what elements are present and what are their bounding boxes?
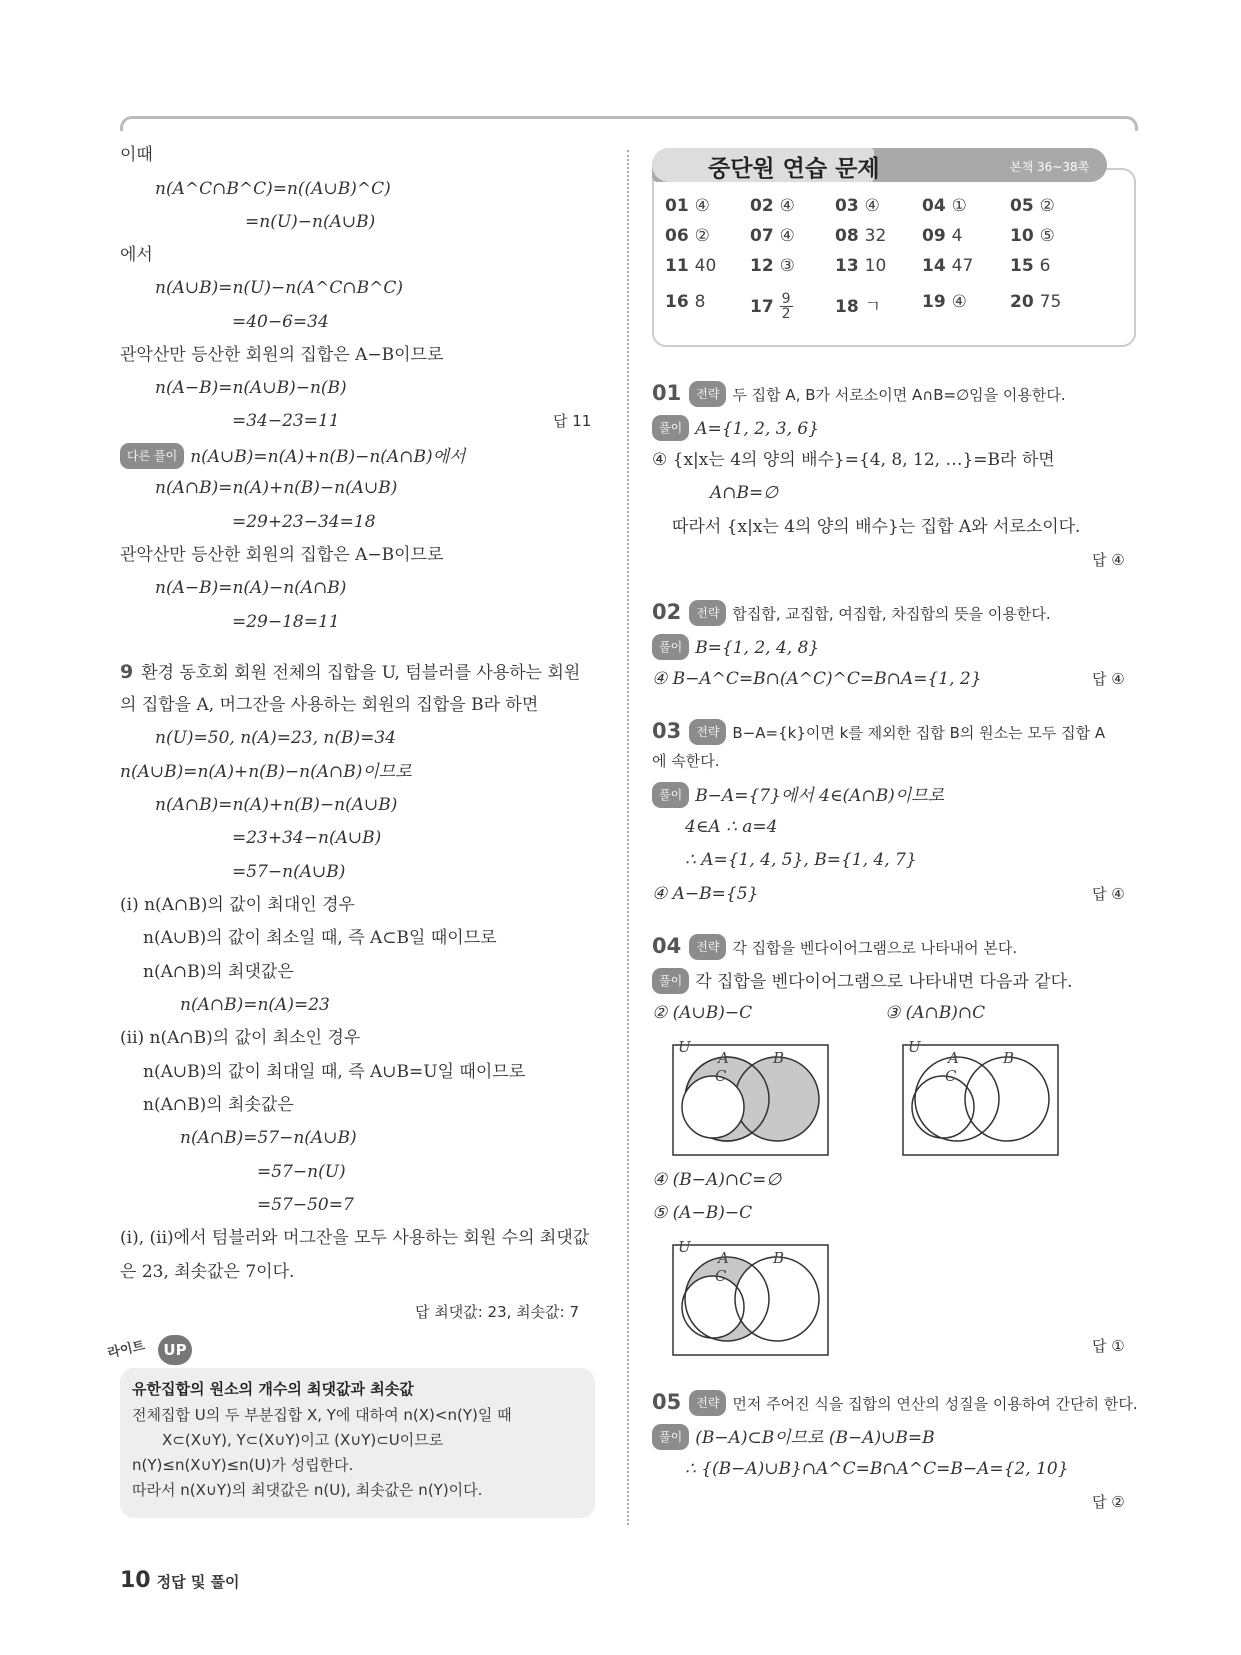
answer-value: ②	[694, 226, 710, 246]
answer-mark: 답 ④	[1092, 885, 1125, 903]
answer-grid-item	[665, 196, 710, 216]
top-border	[120, 116, 1138, 131]
answer-grid-item	[750, 292, 793, 321]
equation: =34−23=11	[232, 411, 340, 431]
answer-number: 07	[750, 226, 774, 246]
problem-01-strategy	[652, 381, 1066, 407]
answer-number: 13	[835, 256, 859, 276]
option-label: ⑤ (A−B)−C	[652, 1203, 753, 1223]
problem-05-strategy	[652, 1390, 1138, 1416]
answer-grid-item	[922, 292, 967, 312]
strategy-text: 먼저 주어진 식을 집합의 연산의 성질을 이용하여 간단히 한다.	[732, 1395, 1138, 1413]
answer-mark: 답 ①	[1092, 1337, 1125, 1355]
problem-number: 02	[652, 600, 682, 624]
option-label: ③ (A∩B)∩C	[885, 1003, 986, 1023]
strategy-text: B−A={k}이면 k를 제외한 집합 B의 원소는 모두 집합 A	[732, 724, 1106, 742]
equation: ∴ A={1, 4, 5}, B={1, 4, 7}	[685, 850, 917, 870]
equation: n(A∪B)=n(A)+n(B)−n(A∩B)에서	[190, 447, 466, 467]
equation: n(A∩B)=n(A)+n(B)−n(A∪B)	[155, 795, 398, 815]
strategy-tag: 전략	[689, 381, 726, 407]
strategy-tag: 전략	[689, 1390, 726, 1416]
answer-number: 10	[1010, 226, 1034, 246]
equation: n(A^C∩B^C)=n((A∪B)^C)	[155, 179, 391, 199]
footer-label: 정답 및 풀이	[156, 1573, 240, 1591]
section-page-ref: 본책 36~38쪽	[1010, 160, 1090, 174]
answer-grid-item	[835, 196, 880, 216]
solution-tag: 풀이	[652, 415, 689, 441]
option-label: ④ (B−A)∩C=∅	[652, 1170, 782, 1190]
problem-9-line	[120, 660, 580, 685]
problem-04-strategy	[652, 934, 1017, 960]
equation: ④ A−B={5}	[652, 884, 759, 904]
answer-grid-item	[835, 292, 881, 317]
column-divider	[627, 150, 629, 1525]
solution-line	[652, 1424, 935, 1450]
answer-grid-item	[922, 196, 967, 216]
problem-number: 01	[652, 381, 682, 405]
answer-number: 16	[665, 292, 689, 312]
case-heading: (i) n(A∩B)의 값이 최대인 경우	[120, 895, 355, 915]
answer-grid-box	[652, 168, 1136, 347]
answer-number: 12	[750, 256, 774, 276]
venn-diagram-option-2	[665, 1035, 835, 1160]
answer-number: 17	[750, 296, 774, 317]
answer-number: 06	[665, 226, 689, 246]
problem-number: 9	[120, 661, 134, 683]
venn-label-a: A	[948, 1049, 959, 1067]
answer-grid-item	[750, 226, 795, 246]
solution-line	[652, 782, 944, 808]
answer-number: 11	[665, 256, 689, 276]
equation: n(A∩B)=n(A)+n(B)−n(A∪B)	[155, 478, 398, 498]
equation: 4∈A ∴ a=4	[685, 817, 778, 837]
problem-number: 05	[652, 1390, 682, 1414]
answer-value: ④	[951, 292, 967, 312]
answer-number: 01	[665, 196, 689, 216]
answer-value: 8	[694, 292, 706, 312]
footer	[120, 1568, 240, 1593]
answer-value: 10	[864, 256, 887, 276]
equation: =29−18=11	[232, 612, 340, 632]
text-line: n(A∩B)의 최솟값은	[143, 1095, 294, 1115]
solution-tag: 풀이	[652, 634, 689, 660]
venn-label-c: C	[945, 1067, 957, 1085]
venn-diagram-option-5	[665, 1235, 835, 1360]
answer-value: 32	[864, 226, 887, 246]
answer-grid-item	[835, 256, 886, 276]
answer-value: ④	[779, 196, 795, 216]
answer-number: 15	[1010, 256, 1034, 276]
strategy-tag: 전략	[689, 934, 726, 960]
answer-grid-item	[665, 226, 710, 246]
venn-label-a: A	[718, 1049, 729, 1067]
answer-value: ③	[779, 256, 795, 276]
equation: ∴ {(B−A)∪B}∩A^C=B∩A^C=B−A={2, 10}	[685, 1459, 1069, 1479]
answer-number: 14	[922, 256, 946, 276]
answer-value: 40	[694, 256, 717, 276]
answer-fraction	[780, 292, 793, 321]
venn-label-b: B	[1003, 1049, 1015, 1067]
section-title: 중단원 연습 문제	[708, 156, 880, 182]
text-line: 의 집합을 A, 머그잔을 사용하는 회원의 집합을 B라 하면	[120, 695, 539, 715]
answer-number: 08	[835, 226, 859, 246]
equation: n(A∪B)=n(A)+n(B)−n(A∩B)이므로	[120, 762, 412, 782]
solution-tag: 풀이	[652, 968, 689, 994]
answer-number: 20	[1010, 292, 1034, 312]
solution-line	[652, 415, 819, 441]
answer-value: ④	[779, 226, 795, 246]
answer-grid-item	[1010, 292, 1061, 312]
venn-label-c: C	[715, 1067, 727, 1085]
answer-grid-item	[1010, 226, 1055, 246]
option-label: ② (A∪B)−C	[652, 1003, 753, 1023]
answer-grid-item	[665, 292, 706, 312]
text-line: 이때	[120, 145, 153, 165]
tip-title: 유한집합의 원소의 개수의 최댓값과 최솟값	[132, 1380, 414, 1398]
equation: n(A∪B)=n(U)−n(A^C∩B^C)	[155, 278, 403, 298]
answer-number: 19	[922, 292, 946, 312]
strategy-text: 각 집합을 벤다이어그램으로 나타내어 본다.	[732, 939, 1018, 957]
answer-mark: 답 ②	[1092, 1493, 1125, 1511]
strategy-tag: 전략	[689, 600, 726, 626]
equation: =29+23−34=18	[232, 512, 376, 532]
venn-label-u: U	[908, 1038, 921, 1056]
alt-solution-tag: 다른 풀이	[120, 443, 184, 469]
answer-number: 02	[750, 196, 774, 216]
venn-label-a: A	[718, 1249, 729, 1267]
answer-value: ④	[694, 196, 710, 216]
strategy-text-cont: 에 속한다.	[652, 752, 720, 770]
text-line: 에서	[120, 245, 153, 265]
solution-line	[652, 968, 1072, 994]
equation: B={1, 2, 4, 8}	[695, 638, 820, 658]
venn-label-b: B	[773, 1049, 785, 1067]
equation: =23+34−n(A∪B)	[232, 828, 382, 848]
answer-value: 75	[1039, 292, 1062, 312]
text: 각 집합을 벤다이어그램으로 나타내면 다음과 같다.	[695, 972, 1073, 992]
venn-label-u: U	[678, 1238, 691, 1256]
alt-solution-line	[120, 443, 465, 469]
equation: (B−A)⊂B이므로 (B−A)∪B=B	[695, 1428, 935, 1448]
equation: n(A−B)=n(A)−n(A∩B)	[155, 578, 347, 598]
answer-mark: 답 ④	[1092, 551, 1125, 569]
answer-value: ④	[864, 196, 880, 216]
answer-number: 04	[922, 196, 946, 216]
strategy-text: 두 집합 A, B가 서로소이면 A∩B=∅임을 이용한다.	[732, 386, 1066, 404]
tip-line: 전체집합 U의 두 부분집합 X, Y에 대하여 n(X)<n(Y)일 때	[132, 1406, 512, 1424]
answer-mark: 답 ④	[1092, 670, 1125, 688]
text-line: ④ {x|x는 4의 양의 배수}={4, 8, 12, …}=B라 하면	[652, 450, 1055, 470]
problem-number: 04	[652, 934, 682, 958]
solution-tag: 풀이	[652, 1424, 689, 1450]
equation: B−A={7}에서 4∈(A∩B)이므로	[695, 786, 945, 806]
problem-03-strategy	[652, 719, 1105, 745]
tip-line: 따라서 n(X∪Y)의 최댓값은 n(U), 최솟값은 n(Y)이다.	[132, 1481, 483, 1499]
text-line: 관악산만 등산한 회원의 집합은 A−B이므로	[120, 345, 444, 365]
answer-mark: 답 최댓값: 23, 최솟값: 7	[415, 1303, 580, 1321]
equation: =57−n(A∪B)	[232, 862, 346, 882]
strategy-tag: 전략	[689, 719, 726, 745]
tip-badge-up: UP	[158, 1335, 192, 1365]
venn-label-u: U	[678, 1038, 691, 1056]
equation: =n(U)−n(A∪B)	[245, 212, 376, 232]
fraction-numerator: 9	[781, 291, 791, 307]
answer-grid-item	[922, 226, 963, 246]
equation: =57−n(U)	[257, 1162, 346, 1182]
tip-line: X⊂(X∪Y), Y⊂(X∪Y)이고 (X∪Y)⊂U이므로	[162, 1431, 444, 1449]
venn-label-b: B	[773, 1249, 785, 1267]
answer-grid-item	[750, 196, 795, 216]
case-heading: (ii) n(A∩B)의 값이 최소인 경우	[120, 1028, 361, 1048]
text-line: 따라서 {x|x는 4의 양의 배수}는 집합 A와 서로소이다.	[672, 517, 1081, 537]
text-line: n(A∩B)의 최댓값은	[143, 962, 294, 982]
tip-line: n(Y)≤n(X∪Y)≤n(U)가 성립한다.	[132, 1456, 354, 1474]
equation: n(U)=50, n(A)=23, n(B)=34	[155, 728, 396, 748]
answer-grid-item	[835, 226, 886, 246]
answer-grid-item	[922, 256, 973, 276]
venn-label-c: C	[715, 1267, 727, 1285]
text-line: 은 23, 최솟값은 7이다.	[120, 1262, 295, 1282]
solution-tag: 풀이	[652, 782, 689, 808]
text-line: 관악산만 등산한 회원의 집합은 A−B이므로	[120, 545, 444, 565]
text-line: n(A∪B)의 값이 최대일 때, 즉 A∪B=U일 때이므로	[143, 1062, 526, 1082]
equation: ④ B−A^C=B∩(A^C)^C=B∩A={1, 2}	[652, 669, 982, 689]
equation: A∩B=∅	[710, 483, 779, 503]
page-number: 10	[120, 1568, 151, 1593]
answer-value: 6	[1039, 256, 1051, 276]
tip-badge: 라이트	[106, 1338, 147, 1362]
equation: =57−50=7	[257, 1195, 354, 1215]
answer-value: ②	[1039, 196, 1055, 216]
answer-value: ①	[951, 196, 967, 216]
text: 환경 동호회 회원 전체의 집합을 U, 텀블러를 사용하는 회원	[141, 663, 581, 683]
answer-grid-item	[750, 256, 795, 276]
text-line: n(A∪B)의 값이 최소일 때, 즉 A⊂B일 때이므로	[143, 928, 497, 948]
equation: =40−6=34	[232, 312, 329, 332]
answer-number: 05	[1010, 196, 1034, 216]
venn-diagram-option-3	[895, 1035, 1065, 1160]
strategy-text: 합집합, 교집합, 여집합, 차집합의 뜻을 이용한다.	[732, 605, 1051, 623]
solution-line	[652, 634, 819, 660]
problem-02-strategy	[652, 600, 1051, 626]
answer-mark: 답 11	[553, 412, 592, 430]
answer-value: 47	[951, 256, 974, 276]
answer-grid-item	[1010, 196, 1055, 216]
answer-value: 4	[951, 226, 963, 246]
equation: A={1, 2, 3, 6}	[695, 419, 820, 439]
equation: n(A∩B)=n(A)=23	[180, 995, 330, 1015]
problem-number: 03	[652, 719, 682, 743]
fraction-denominator: 2	[781, 306, 791, 322]
answer-number: 18	[835, 297, 859, 317]
answer-value: ㄱ	[864, 297, 882, 317]
answer-grid-item	[665, 256, 716, 276]
answer-value: ⑤	[1039, 226, 1055, 246]
text-line: (i), (ii)에서 텀블러와 머그잔을 모두 사용하는 회원 수의 최댓값	[120, 1228, 590, 1248]
equation: n(A−B)=n(A∪B)−n(B)	[155, 378, 347, 398]
equation: n(A∩B)=57−n(A∪B)	[180, 1128, 357, 1148]
answer-number: 09	[922, 226, 946, 246]
answer-number: 03	[835, 196, 859, 216]
answer-grid-item	[1010, 256, 1051, 276]
